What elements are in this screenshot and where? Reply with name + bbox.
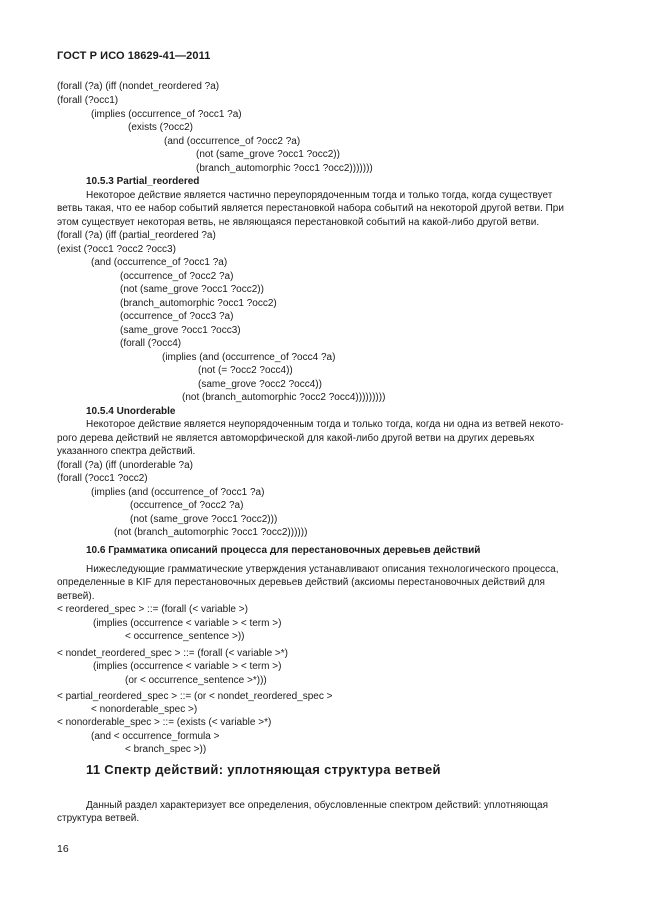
text-line: < occurrence_sentence >)) xyxy=(125,631,245,642)
text-line: (implies (and (occurrence_of ?occ4 ?a) xyxy=(162,352,336,363)
text-line: (same_grove ?occ2 ?occ4)) xyxy=(198,379,322,390)
text-line: (branch_automorphic ?occ1 ?occ2) xyxy=(120,298,277,309)
running-header: ГОСТ Р ИСО 18629-41—2011 xyxy=(57,50,211,62)
text-line: < partial_reordered_spec > ::= (or < nondet_reordered_spec > xyxy=(57,691,333,702)
text-line: ветвь такая, что ее набор событий является перестановкой набора событий на некоторой другой ветви. При xyxy=(57,203,564,214)
text-line: (branch_automorphic ?occ1 ?occ2))))))) xyxy=(196,163,373,174)
text-line: < nondet_reordered_spec > ::= (forall (< variable >*) xyxy=(57,648,288,659)
text-line: (forall (?occ4) xyxy=(120,338,182,349)
text-line: (forall (?occ1) xyxy=(57,95,119,106)
text-line: (exists (?occ2) xyxy=(128,122,194,133)
text-line: (and (occurrence_of ?occ1 ?a) xyxy=(91,257,228,268)
text-line: Данный раздел характеризует все определения, обусловленные спектром действий: уплотняющая xyxy=(86,800,548,811)
text-line: (forall (?occ1 ?occ2) xyxy=(57,473,148,484)
text-line: структура ветвей. xyxy=(57,813,140,824)
text-line: (implies (occurrence < variable > < term >) xyxy=(93,618,282,629)
text-line: этом существует некоторая ветвь, не являющаяся перестановкой событий на какой-либо другой ветви. xyxy=(57,217,540,228)
text-line: (and (occurrence_of ?occ2 ?a) xyxy=(164,136,301,147)
subsection-heading: 10.5.4 Unorderable xyxy=(86,406,176,417)
page-number: 16 xyxy=(57,843,69,855)
text-line: (occurrence_of ?occ2 ?a) xyxy=(120,271,234,282)
text-line: Нижеследующие грамматические утверждения устанавливают описания технологического процесса, xyxy=(86,564,559,575)
section-heading: 11 Спектр действий: уплотняющая структура ветвей xyxy=(86,762,441,777)
text-line: (implies (and (occurrence_of ?occ1 ?a) xyxy=(91,487,265,498)
text-line: (implies (occurrence < variable > < term >) xyxy=(93,661,282,672)
text-line: (not (same_grove ?occ1 ?occ2)) xyxy=(196,149,340,160)
text-line: рого дерева действий не является автоморфической для какой-либо другой ветви на других деревьях xyxy=(57,433,535,444)
text-line: (forall (?a) (iff (nondet_reordered ?a) xyxy=(57,81,220,92)
text-line: Некоторое действие является неупорядоченным тогда и только тогда, когда ни одна из ветвей некото- xyxy=(86,419,564,430)
text-line: < branch_spec >)) xyxy=(125,744,207,755)
text-line: (not (branch_automorphic ?occ2 ?occ4))))))))) xyxy=(182,392,386,403)
text-line: (or < occurrence_sentence >*))) xyxy=(125,675,267,686)
text-line: (occurrence_of ?occ3 ?a) xyxy=(120,311,234,322)
text-line: < nonorderable_spec > ::= (exists (< variable >*) xyxy=(57,717,272,728)
text-line: ветвей). xyxy=(57,591,95,602)
text-line: < reordered_spec > ::= (forall (< variable >) xyxy=(57,604,248,615)
subsection-heading: 10.5.3 Partial_reordered xyxy=(86,176,200,187)
subsection-heading: 10.6 Грамматика описаний процесса для перестановочных деревьев действий xyxy=(86,545,481,556)
text-line: (forall (?a) (iff (unorderable ?a) xyxy=(57,460,193,471)
text-line: определенные в KIF для перестановочных деревьев действий (аксиомы перестановочных действий для xyxy=(57,577,545,588)
text-line: (exist (?occ1 ?occ2 ?occ3) xyxy=(57,244,176,255)
text-line: (same_grove ?occ1 ?occ3) xyxy=(120,325,241,336)
text-line: (not (= ?occ2 ?occ4)) xyxy=(198,365,293,376)
text-line: < nonorderable_spec >) xyxy=(91,704,198,715)
text-line: указанного спектра действий. xyxy=(57,446,196,457)
text-line: (not (branch_automorphic ?occ1 ?occ2)))))) xyxy=(114,527,308,538)
text-line: (and < occurrence_formula > xyxy=(91,731,220,742)
text-line: (not (same_grove ?occ1 ?occ2))) xyxy=(130,514,278,525)
text-line: (implies (occurrence_of ?occ1 ?a) xyxy=(91,109,242,120)
text-line: (forall (?a) (iff (partial_reordered ?a) xyxy=(57,230,216,241)
text-line: (not (same_grove ?occ1 ?occ2)) xyxy=(120,284,264,295)
text-line: Некоторое действие является частично переупорядоченным тогда и только тогда, когда существует xyxy=(86,190,553,201)
text-line: (occurrence_of ?occ2 ?a) xyxy=(130,500,244,511)
